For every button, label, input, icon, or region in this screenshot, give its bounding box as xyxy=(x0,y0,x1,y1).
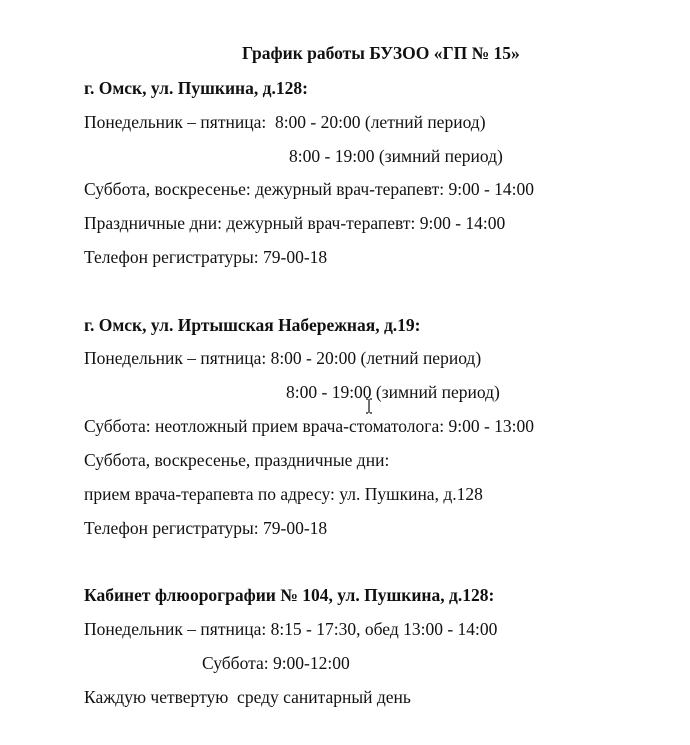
page-title: График работы БУЗОО «ГП № 15» xyxy=(242,43,520,63)
section2-saturday: Суббота: неотложный прием врача-стоматолога: 9:00 - 13:00 xyxy=(84,416,535,436)
section3-sanitary: Каждую четвертую среду санитарный день xyxy=(84,687,411,707)
section3-heading: Кабинет флюорографии № 104, ул. Пушкина, д.128: xyxy=(84,585,495,605)
section2-weekend-holidays: Суббота, воскресенье, праздничные дни: xyxy=(84,450,390,470)
section1-weekdays-winter: 8:00 - 19:00 (зимний период) xyxy=(289,146,503,166)
section2-phone: Телефон регистратуры: 79-00-18 xyxy=(84,518,328,538)
section1-weekend: Суббота, воскресенье: дежурный врач-терапевт: 9:00 - 14:00 xyxy=(84,179,535,199)
section2-weekdays-winter: 8:00 - 19:00 (зимний период) xyxy=(286,382,500,402)
i-beam-cursor-icon xyxy=(365,398,373,414)
section1-weekdays-summer: Понедельник – пятница: 8:00 - 20:00 (летний период) xyxy=(84,112,486,132)
section1-phone: Телефон регистратуры: 79-00-18 xyxy=(84,247,328,267)
section2-weekdays-summer: Понедельник – пятница: 8:00 - 20:00 (летний период) xyxy=(84,348,482,368)
section1-heading: г. Омск, ул. Пушкина, д.128: xyxy=(84,78,308,98)
section3-weekdays: Понедельник – пятница: 8:15 - 17:30, обед 13:00 - 14:00 xyxy=(84,619,498,639)
section1-holidays: Праздничные дни: дежурный врач-терапевт: 9:00 - 14:00 xyxy=(84,213,506,233)
section2-therapist: прием врача-терапевта по адресу: ул. Пушкина, д.128 xyxy=(84,484,483,504)
section2-heading: г. Омск, ул. Иртышская Набережная, д.19: xyxy=(84,315,421,335)
section3-saturday: Суббота: 9:00-12:00 xyxy=(202,653,350,673)
